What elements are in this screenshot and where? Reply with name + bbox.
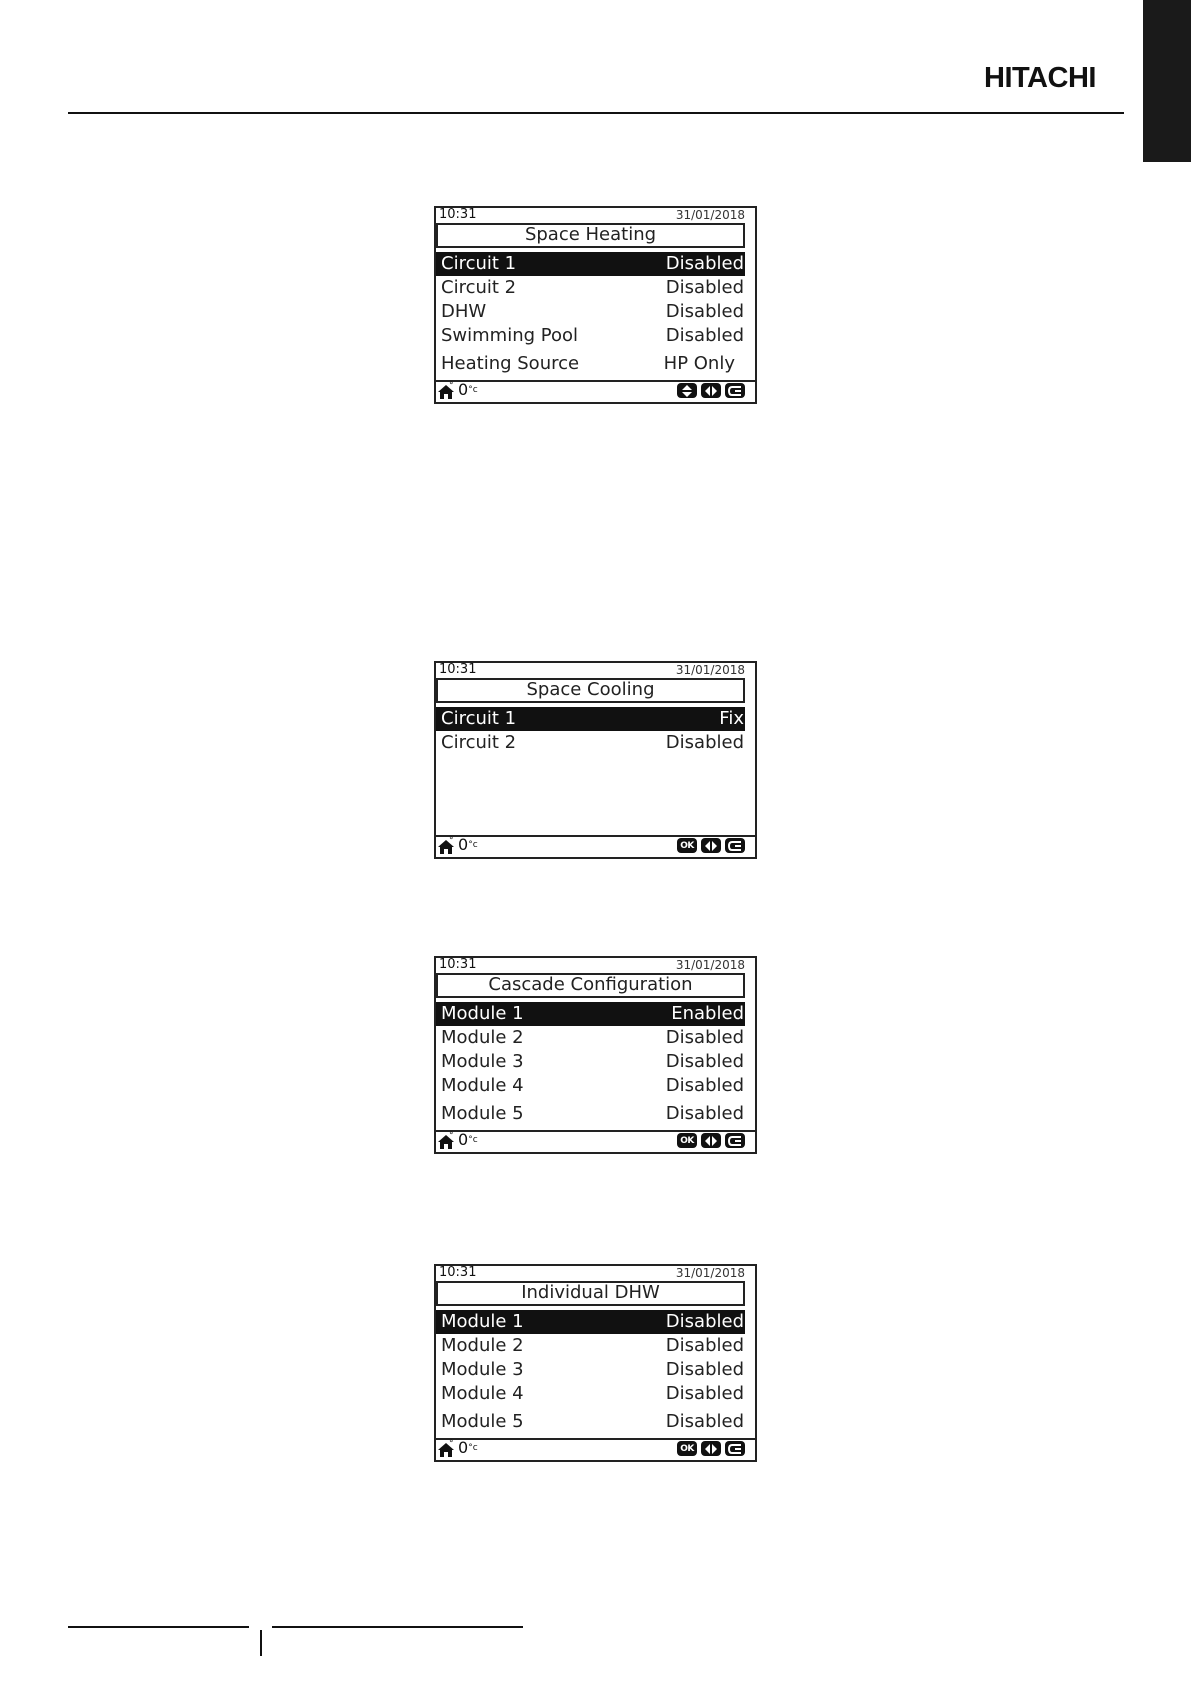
brand-logo: HITACHI: [984, 62, 1096, 94]
side-tab-marker: [1143, 0, 1191, 162]
menu-row[interactable]: [436, 1074, 745, 1100]
date: 31/01/2018: [675, 958, 745, 972]
menu-row[interactable]: [436, 1408, 745, 1434]
row-label: Circuit 1: [441, 708, 517, 729]
row-value: Disabled: [665, 325, 744, 346]
row-label: Module 4: [441, 1075, 524, 1096]
left-right-icon[interactable]: [701, 838, 721, 853]
degree-mark: °: [449, 381, 454, 391]
status-bar: [439, 207, 745, 223]
date: 31/01/2018: [675, 663, 745, 677]
button-hints: [677, 1133, 745, 1149]
row-value: Disabled: [665, 277, 744, 298]
header-rule: [68, 112, 1124, 114]
menu-row[interactable]: [436, 731, 745, 755]
back-icon[interactable]: [725, 1441, 745, 1456]
menu-list: [436, 707, 745, 755]
screen-title: Cascade Configuration: [436, 973, 745, 998]
row-value: Disabled: [665, 1051, 744, 1072]
row-label: Module 4: [441, 1383, 524, 1404]
footer-rule-right: [272, 1626, 523, 1628]
row-value: Disabled: [665, 253, 744, 274]
menu-row[interactable]: [436, 1050, 745, 1074]
outdoor-temperature: $0^{^\circ c}$: [458, 835, 478, 854]
left-right-icon[interactable]: [701, 1441, 721, 1456]
row-label: Heating Source: [441, 353, 580, 374]
menu-row[interactable]: [436, 1358, 745, 1382]
row-value: Disabled: [665, 1075, 744, 1096]
row-value: Disabled: [665, 1311, 744, 1332]
degree-mark: °: [449, 1131, 454, 1141]
footer-divider: [260, 1630, 262, 1656]
button-hints: [677, 383, 745, 399]
row-value: Disabled: [665, 1335, 744, 1356]
outdoor-temperature: $0^{^\circ c}$: [458, 1130, 478, 1149]
ok-icon[interactable]: OK: [677, 1441, 697, 1456]
menu-row[interactable]: [436, 1334, 745, 1358]
button-hints: [677, 1441, 745, 1457]
controller-screen-space-heating: [434, 206, 757, 404]
status-bar: [439, 957, 745, 973]
back-icon[interactable]: [725, 838, 745, 853]
status-bar: [439, 1265, 745, 1281]
menu-list: [436, 1310, 745, 1434]
menu-row[interactable]: [436, 300, 745, 324]
menu-row[interactable]: [436, 252, 745, 276]
degree-mark: °: [449, 836, 454, 846]
clock: 10:31: [439, 957, 477, 972]
left-right-icon[interactable]: [701, 1133, 721, 1148]
controller-screen-space-cooling: [434, 661, 757, 859]
footer-rule-left: [68, 1626, 249, 1628]
bottom-bar: [436, 835, 755, 857]
date: 31/01/2018: [675, 1266, 745, 1280]
bottom-bar: [436, 1130, 755, 1152]
row-label: Module 1: [441, 1003, 524, 1024]
status-bar: [439, 662, 745, 678]
screen-title: Space Heating: [436, 223, 745, 248]
bottom-bar: [436, 380, 755, 402]
row-value: Disabled: [665, 1383, 744, 1404]
menu-list: [436, 252, 745, 376]
row-label: Module 1: [441, 1311, 524, 1332]
ok-icon[interactable]: OK: [677, 1133, 697, 1148]
outdoor-temperature: $0^{^\circ c}$: [458, 380, 478, 399]
row-value: Fix: [719, 708, 744, 729]
row-label: Module 5: [441, 1103, 524, 1124]
back-icon[interactable]: [725, 1133, 745, 1148]
row-value: HP Only: [663, 353, 735, 374]
row-label: DHW: [441, 301, 487, 322]
row-value: Disabled: [665, 301, 744, 322]
controller-screen-cascade-configuration: [434, 956, 757, 1154]
row-value: Disabled: [665, 1359, 744, 1380]
row-value: Disabled: [665, 1027, 744, 1048]
button-hints: [677, 838, 745, 854]
menu-row[interactable]: [436, 324, 745, 350]
menu-row[interactable]: [436, 350, 745, 376]
controller-screen-individual-dhw: [434, 1264, 757, 1462]
row-label: Circuit 1: [441, 253, 517, 274]
outdoor-temperature: $0^{^\circ c}$: [458, 1438, 478, 1457]
row-value: Disabled: [665, 1411, 744, 1432]
menu-row[interactable]: [436, 1100, 745, 1126]
menu-list: [436, 1002, 745, 1126]
row-label: Circuit 2: [441, 732, 517, 753]
left-right-icon[interactable]: [701, 383, 721, 398]
menu-row[interactable]: [436, 707, 745, 731]
row-label: Module 3: [441, 1051, 524, 1072]
row-value: Enabled: [671, 1003, 744, 1024]
row-label: Swimming Pool: [441, 325, 579, 346]
up-down-icon[interactable]: [677, 383, 697, 398]
clock: 10:31: [439, 662, 477, 677]
menu-row[interactable]: [436, 1002, 745, 1026]
menu-row[interactable]: [436, 1382, 745, 1408]
row-label: Module 2: [441, 1335, 524, 1356]
ok-icon[interactable]: OK: [677, 838, 697, 853]
row-label: Module 5: [441, 1411, 524, 1432]
date: 31/01/2018: [675, 208, 745, 222]
row-label: Module 3: [441, 1359, 524, 1380]
clock: 10:31: [439, 1265, 477, 1280]
row-value: Disabled: [665, 732, 744, 753]
menu-row[interactable]: [436, 1310, 745, 1334]
clock: 10:31: [439, 207, 477, 222]
back-icon[interactable]: [725, 383, 745, 398]
row-label: Module 2: [441, 1027, 524, 1048]
degree-mark: °: [449, 1439, 454, 1449]
screen-title: Space Cooling: [436, 678, 745, 703]
row-value: Disabled: [665, 1103, 744, 1124]
bottom-bar: [436, 1438, 755, 1460]
menu-row[interactable]: [436, 1026, 745, 1050]
menu-row[interactable]: [436, 276, 745, 300]
screen-title: Individual DHW: [436, 1281, 745, 1306]
row-label: Circuit 2: [441, 277, 517, 298]
